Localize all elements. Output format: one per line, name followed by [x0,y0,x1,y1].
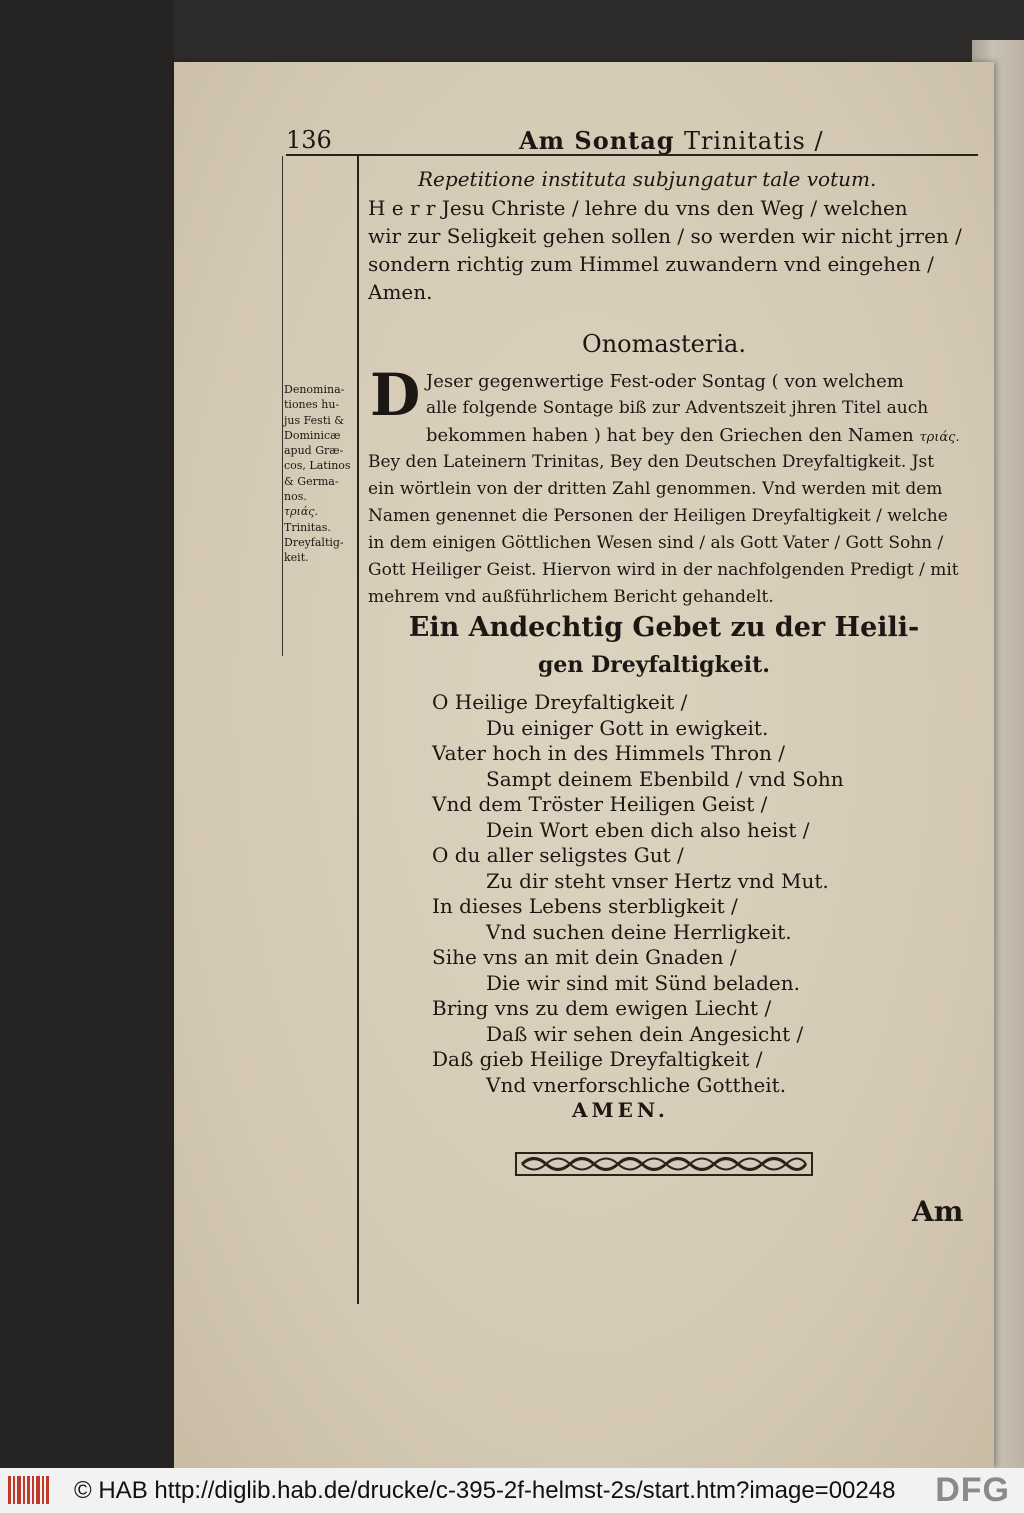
para-line-1: Jeser gegenwertige Fest-oder Sontag ( von welchem [426,371,904,392]
poem-line: Sampt deinem Ebenbild / vnd Sohn [486,766,844,791]
gutter-rule [282,156,283,656]
gebet-heading-1: Ein Andechtig Gebet zu der Heili- [408,612,920,643]
marginal-line: nos. [284,490,307,504]
marginal-line: Trinitas. [284,520,331,534]
page-number: 136 [286,126,332,154]
marginal-line: cos, Latinos [284,459,351,473]
prayer-amen: Amen. [368,280,433,304]
poem-line: Vnd vnerforschliche Gottheit. [486,1072,787,1097]
poem-line: O Heilige Dreyfaltigkeit / [432,690,688,714]
para-line-6: Namen genennet die Personen der Heiligen Dreyfaltigkeit / welche [368,506,948,526]
header-rule [286,154,978,156]
marginal-line: keit. [284,551,309,565]
poem-line: O du aller seligstes Gut / [432,843,684,867]
catchword: Am [912,1195,964,1228]
marginal-line: jus Festi & [284,413,345,427]
para-line-7: in dem einigen Göttlichen Wesen sind / als Gott Vater / Gott Sohn / [368,533,944,553]
marginal-line: & Germa- [284,474,339,488]
poem [432,690,844,1124]
poem-line: Sihe vns an mit dein Gnaden / [432,945,737,969]
dropcap-letter: D [370,361,421,429]
ornament-band [514,1149,814,1179]
marginal-line: Dominicæ [284,428,341,442]
background-left [0,0,174,1468]
copyright-url[interactable]: © HAB http://diglib.hab.de/drucke/c-395-2f-helmst-2s/start.htm?image=00248 [74,1477,896,1504]
poem-line: Dein Wort eben dich also heist / [486,817,810,842]
para-line-5: ein wörtlein von der dritten Zahl genommen. Vnd werden mit dem [368,479,943,499]
marginal-line: apud Græ- [284,444,344,458]
marginal-line: Denomina- [284,383,345,396]
para-line-9: mehrem vnd außführlichem Bericht gehandelt. [368,587,774,607]
poem-line: Du einiger Gott in ewigkeit. [486,715,769,740]
poem-line: Zu dir steht vnser Hertz vnd Mut. [486,868,829,893]
poem-line: Vnd suchen deine Herrligkeit. [486,919,792,944]
onomasteria-heading: Onomasteria. [582,330,746,358]
para-line-2: alle folgende Sontage biß zur Adventszeit jhren Titel auch [426,398,929,418]
greek-word: τριάς. [919,430,960,445]
poem-line: Die wir sind mit Sünd beladen. [486,970,800,995]
poem-amen: AMEN. [572,1098,669,1122]
book-page [174,62,994,1468]
prayer-line-1: H e r r Jesu Christe / lehre du vns den Weg / welchen [368,196,908,220]
poem-line: In dieses Lebens sterbligkeit / [432,894,738,918]
poem-line: Vnd dem Tröster Heiligen Geist / [432,792,768,816]
marginal-line: τριάς. [284,505,318,519]
dfg-logo: DFG [935,1471,1010,1509]
running-head-latin: Trinitatis / [683,127,824,155]
gebet-heading-2: gen Dreyfaltigkeit. [538,652,770,678]
para-line-4: Bey den Lateinern Trinitas, Bey den Deutschen Dreyfaltigkeit. Jst [368,452,935,472]
para-line-3 [426,422,960,451]
para-line-8: Gott Heiliger Geist. Hiervon wird in der nachfolgenden Predigt / mit [368,560,959,580]
repetitione-line: Repetitione instituta subjungatur tale votum. [418,167,877,191]
poem-line: Daß gieb Heilige Dreyfaltigkeit / [432,1047,763,1071]
footer-bar [0,1468,1024,1513]
running-head-title: Am Sontag [519,126,675,155]
running-head [519,126,824,155]
marginal-note [284,382,354,566]
marginal-line: Dreyfaltig- [284,535,344,549]
barcode-icon [8,1476,64,1504]
para-line-3-text: bekommen haben ) hat bey den Griechen den Namen [426,425,914,446]
prayer-line-2: wir zur Seligkeit gehen sollen / so werden wir nicht jrren / [368,224,962,248]
prayer-line-3: sondern richtig zum Himmel zuwandern vnd eingehen / [368,252,934,276]
margin-rule [357,156,359,1304]
poem-line: Bring vns zu dem ewigen Liecht / [432,996,772,1020]
poem-line: Vater hoch in des Himmels Thron / [432,741,785,765]
poem-line: Daß wir sehen dein Angesicht / [486,1021,804,1046]
marginal-line: tiones hu- [284,398,340,412]
